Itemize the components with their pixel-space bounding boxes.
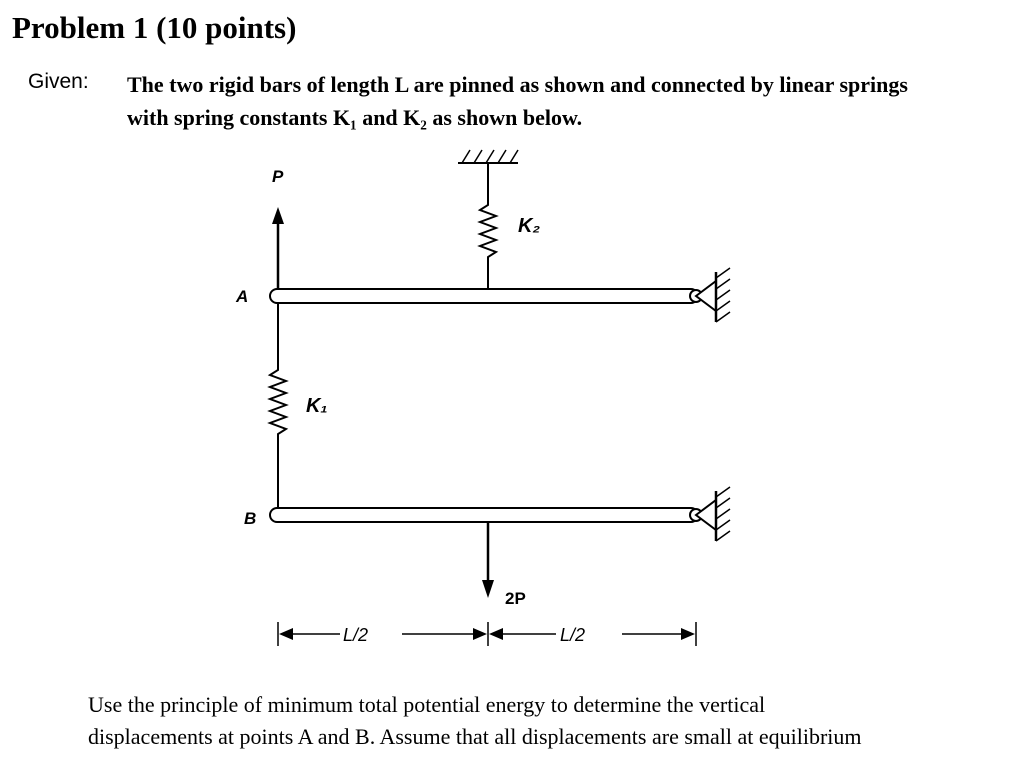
bar-a: [270, 289, 698, 303]
point-b-label: B: [244, 509, 257, 528]
dimension-line: [278, 622, 696, 646]
dimension-right-label: L/2: [560, 625, 586, 645]
pin-support-b: [690, 487, 730, 541]
given-line-2: with spring constants K₁ and K₂ as shown below.: [127, 105, 583, 130]
instructions: [88, 689, 862, 753]
instructions-line-2: displacements at points A and B. Assume that all displacements are small at equilibrium: [88, 724, 862, 749]
given-line-1: The two rigid bars of length L are pinned as shown and connected by linear springs: [127, 72, 908, 97]
spring-k2: [480, 163, 496, 290]
dimension-left-label: L/2: [343, 625, 369, 645]
ceiling-support: [458, 150, 518, 163]
force-2p-arrow: [482, 522, 494, 598]
problem-title: Problem 1 (10 points): [12, 10, 297, 45]
force-p-arrow: [272, 207, 284, 289]
given-label: Given:: [28, 70, 89, 93]
spring-k1: [270, 303, 286, 508]
pin-support-a: [690, 268, 730, 322]
point-a-label: A: [236, 287, 249, 306]
bar-b: [270, 508, 698, 522]
force-2p-label: 2P: [505, 589, 526, 608]
instructions-line-1: Use the principle of minimum total potential energy to determine the vertical: [88, 692, 766, 717]
force-p-label: P: [272, 167, 284, 186]
spring-k2-label: K₂: [518, 215, 541, 237]
spring-k1-label: K₁: [306, 395, 328, 417]
